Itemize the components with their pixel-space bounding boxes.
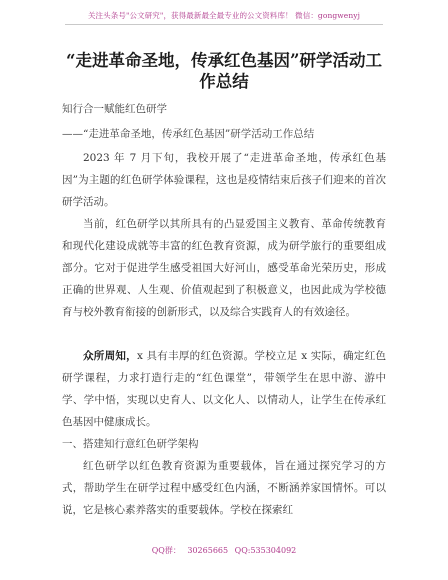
header-banner: 关注头条号"公文研究"，获得最新最全最专业的公文资料库！ 微信：gongwenyj [87, 11, 361, 20]
paragraph-resources [62, 345, 386, 433]
document-subheading: ——“走进革命圣地，传承红色基因”研学活动工作总结 [62, 128, 315, 140]
paragraph-framework: 红色研学以红色教育资源为重要载体，旨在通过探究学习的方式，帮助学生在研学过程中感受红色内涵，不断涵养家国情怀。可以说，它是核心素养落实的重要载体。学校在探索红 [62, 460, 386, 516]
document-title: “走进革命圣地，传承红色基因”研学活动工作总结 [66, 51, 382, 91]
paragraph-resources-text: x 具有丰厚的红色资源。学校立足 x 实际，确定红色研学课程，力求打造行走的“红色课堂”，带领学生在思中游、游中学、学中悟，实现以史育人、以文化人、以情动人，让学生在传承红色基因中健康成长。 [62, 350, 387, 428]
paragraph-lead-phrase: 众所周知， [83, 350, 137, 362]
document-subtitle: 知行合一赋能红色研学 [62, 103, 167, 115]
section-heading-1: 一、搭建知行意红色研学架构 [62, 438, 199, 450]
paragraph-intro: 2023 年 7 月下旬，我校开展了“走进革命圣地，传承红色基因”为主题的红色研学体验课程，这也是疫情结束后孩子们迎来的首次研学活动。 [62, 152, 386, 208]
footer-contact: QQ群： 30265665 QQ:535304092 [151, 546, 297, 555]
paragraph-context: 当前，红色研学以其所具有的凸显爱国主义教育、革命传统教育和现代化建设成就等丰富的红色教育资源，成为研学旅行的重要组成部分。它对于促进学生感受祖国大好河山，感受革命光荣历史，形成正确的世界观、人生观、价值观起到了积极意义，也因此成为学校德育与校外教育衔接的创新形式，以及综合实践育人的有效途径。 [62, 218, 386, 318]
header-divider [65, 24, 383, 25]
